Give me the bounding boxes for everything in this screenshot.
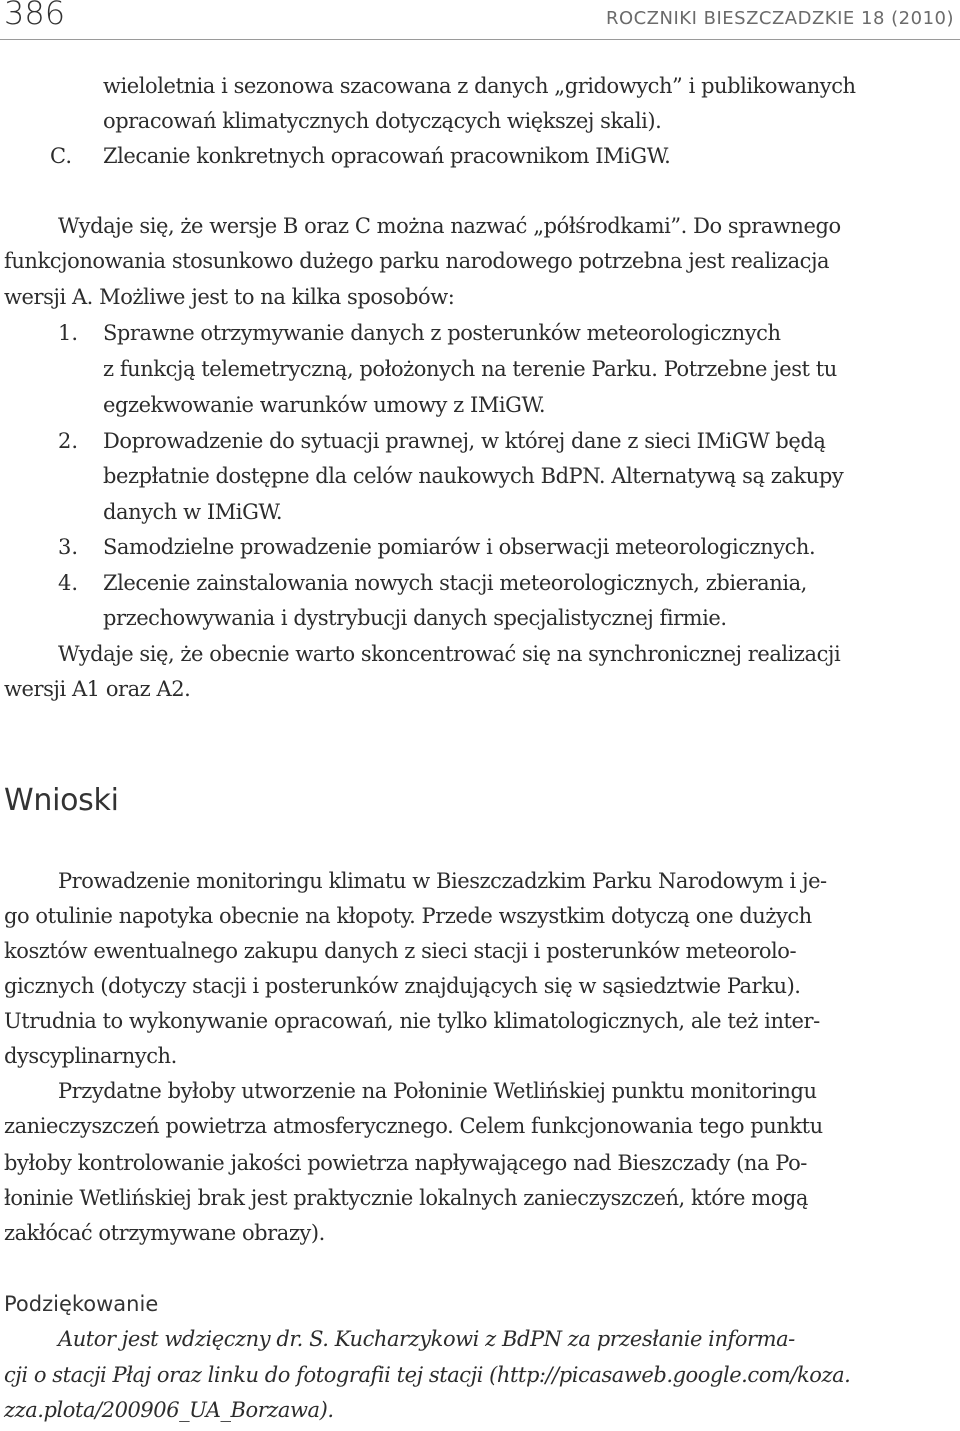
text-line: Samodzielne prowadzenie pomiarów i obserwacji meteorologicznych. [103,535,816,559]
text-line: wersji A1 oraz A2. [4,677,191,701]
text-line: wieloletnia i sezonowa szacowana z danych „gridowych” i publikowanych [103,74,856,98]
section-heading-wnioski: Wnioski [4,783,119,818]
list-number: 3. [58,535,79,559]
list-number: 2. [58,429,79,453]
text-line: bezpłatnie dostępne dla celów naukowych BdPN. Alternatywą są zakupy [103,464,844,488]
text-line: z funkcją telemetryczną, położonych na terenie Parku. Potrzebne jest tu [103,357,837,381]
text-line: Doprowadzenie do sytuacji prawnej, w której dane z sieci IMiGW będą [103,429,826,453]
list-marker: C. [50,144,72,168]
text-line: przechowywania i dystrybucji danych specjalistycznej firmie. [103,606,727,630]
text-line: Prowadzenie monitoringu klimatu w Bieszczadzkim Parku Narodowym i je- [58,869,827,893]
text-line: kosztów ewentualnego zakupu danych z sieci stacji i posterunków meteorolo- [4,939,797,963]
text-line: wersji A. Możliwe jest to na kilka sposobów: [4,285,455,309]
text-line: egzekwowanie warunków umowy z IMiGW. [103,393,546,417]
text-line: Wydaje się, że wersje B oraz C można nazwać „półśrodkami”. Do sprawnego [58,214,841,238]
text-line: zza.plota/200906_UA_Borzawa). [4,1398,334,1422]
text-line: Przydatne byłoby utworzenie na Połoninie Wetlińskiej punktu monitoringu [58,1079,817,1103]
text-line: Sprawne otrzymywanie danych z posterunków meteorologicznych [103,321,781,345]
list-number: 1. [58,321,79,345]
text-line: Zlecanie konkretnych opracowań pracownikom IMiGW. [103,144,671,168]
text-line: byłoby kontrolowanie jakości powietrza napływającego nad Bieszczady (na Po- [4,1151,807,1175]
text-line: Utrudnia to wykonywanie opracowań, nie tylko klimatologicznych, ale też inter- [4,1009,820,1033]
text-line: Autor jest wdzięczny dr. S. Kucharzykowi z BdPN za przesłanie informa- [58,1327,795,1351]
text-line: zakłócać otrzymywane obrazy). [4,1221,325,1245]
page-number: 386 [4,0,66,32]
list-number: 4. [58,571,79,595]
text-line: zanieczyszczeń powietrza atmosferycznego. Celem funkcjonowania tego punktu [4,1114,823,1138]
text-line: opracowań klimatycznych dotyczących większej skali). [103,109,662,133]
text-line: danych w IMiGW. [103,500,283,524]
text-line: Wydaje się, że obecnie warto skoncentrować się na synchronicznej realizacji [58,642,841,666]
text-line: funkcjonowania stosunkowo dużego parku narodowego potrzebna jest realizacja [4,249,830,273]
text-line: dyscyplinarnych. [4,1044,177,1068]
header-rule [0,39,960,40]
running-head: ROCZNIKI BIESZCZADZKIE 18 (2010) [605,8,954,29]
page-header [0,0,960,42]
text-line: Zlecenie zainstalowania nowych stacji meteorologicznych, zbierania, [103,571,807,595]
section-heading-podziekowanie: Podziękowanie [4,1292,159,1316]
text-line: łoninie Wetlińskiej brak jest praktycznie lokalnych zanieczyszczeń, które mogą [4,1186,808,1210]
text-line: go otulinie napotyka obecnie na kłopoty. Przede wszystkim dotyczą one dużych [4,904,812,928]
text-line: cji o stacji Płaj oraz linku do fotografii tej stacji (http://picasaweb.google.com/koza. [4,1363,851,1387]
text-line: gicznych (dotyczy stacji i posterunków znajdujących się w sąsiedztwie Parku). [4,974,801,998]
